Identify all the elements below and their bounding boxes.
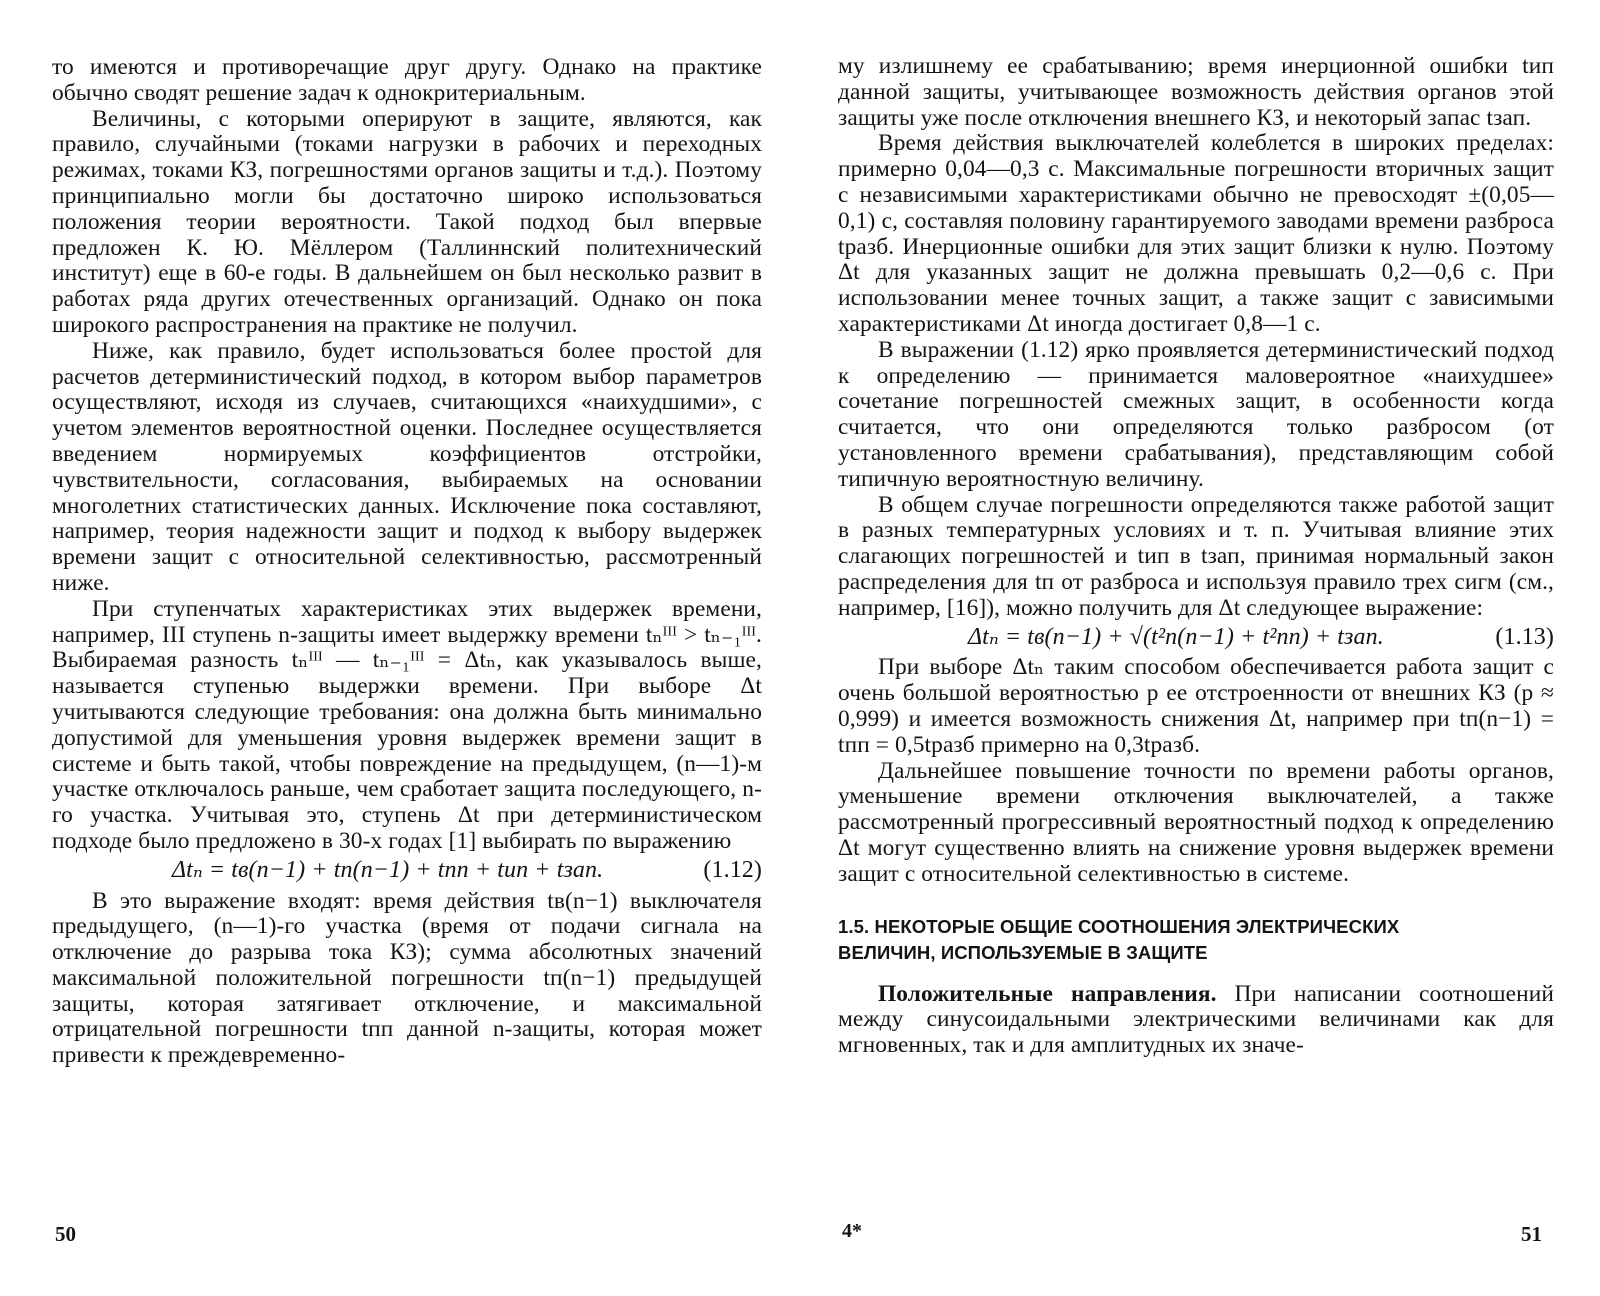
right-page [838,54,1554,1059]
page-number-left: 50 [55,1222,76,1246]
equation-1-12 [52,858,762,884]
paragraph: При выборе Δtₙ таким способом обеспечивается работа защит с очень большой вероятностью p ее отстроенности от внешних КЗ (p ≈ 0,999) и имеется возможность снижения Δt, например при tп(n−1) = tпп = 0,5tразб примерно на 0,3tразб. [838,654,1554,758]
lead-text: При написании соотношений между синусоидальными электрическими величинами как для мгновенных, так и для амплитудных их значе- [838,980,1554,1059]
equation-body: Δtₙ = tв(n−1) + tп(n−1) + tпп + tип + tзап. [172,856,604,883]
signature-mark: 4* [842,1220,862,1242]
equation-1-13 [838,625,1554,651]
equation-number: (1.13) [1495,623,1554,650]
section-heading: 1.5. НЕКОТОРЫЕ ОБЩИЕ СООТНОШЕНИЯ ЭЛЕКТРИЧЕСКИХ ВЕЛИЧИН, ИСПОЛЬЗУЕМЫЕ В ЗАЩИТЕ [838,915,1400,963]
lead-term: Положительные направления. [878,980,1217,1007]
left-page [52,55,762,1069]
paragraph: При ступенчатых характеристиках этих выдержек времени, например, III ступень n-защиты имеет выдержку времени tₙᴵᴵᴵ > tₙ₋₁ᴵᴵᴵ. Выбираемая разность tₙᴵᴵᴵ — tₙ₋₁ᴵᴵᴵ = Δtₙ, как указывалось выше, называется ступенью выдержки времени. При выборе Δt учитываются следующие требования: она должна быть минимально допустимой для уменьшения уровня выдержек времени защит в системе и быть такой, чтобы повреждение на предыдущем, (n—1)-м участке отключалось раньше, чем сработает защита последующего, n-го участка. Учитывая это, ступень Δt при детерминистическом подходе было предложено в 30-х годах [1] выбирать по выражению [52,595,762,854]
page-number-right: 51 [1521,1222,1542,1246]
paragraph: В это выражение входят: время действия tв(n−1) выключателя предыдущего, (n—1)-го участка (время от подачи сигнала на отключение до разрыва тока КЗ); сумма абсолютных значений максимальной положительной погрешности tп(n−1) предыдущей защиты, которая затягивает отключение, и максимальной отрицательной погрешности tпп данной n-защиты, которая может привести к преждевременно- [52,887,762,1069]
equation-number: (1.12) [703,856,762,883]
equation-body: Δtₙ = tв(n−1) + √(t²п(n−1) + t²пп) + tзап. [968,623,1384,650]
paragraph: Дальнейшее повышение точности по времени работы органов, уменьшение времени отключения выключателей, а также рассмотренный прогрессивный вероятностный подход к определению Δt могут существенно влиять на снижение уровня выдержек времени защит с относительной селективностью в системе. [838,757,1554,887]
paragraph: В выражении (1.12) ярко проявляется детерминистический подход к определению — принимается маловероятное «наихудшее» сочетание погрешностей смежных защит, в особенности когда считается, что они определяются только разбросом (от установленного времени срабатывания), представляющим собой типичную вероятностную величину. [838,336,1554,492]
paragraph: В общем случае погрешности определяются также работой защит в разных температурных условиях и т. п. Учитывая влияние этих слагающих погрешностей и tип в tзап, принимая нормальный закон распределения для tп от разброса и используя правило трех сигм (см., например, [16]), можно получить для Δt следующее выражение: [838,491,1554,621]
paragraph [838,982,1554,1059]
paragraph: Время действия выключателей колеблется в широких пределах: примерно 0,04—0,3 с. Максимальные погрешности вторичных защит с независимыми характеристиками обычно не превосходят ±(0,05—0,1) с, составляя половину гарантируемого заводами времени разброса tразб. Инерционные ошибки для этих защит близки к нулю. Поэтому Δt для указанных защит не должна превышать 0,2—0,6 с. При использовании менее точных защит, а также защит с зависимыми характеристиками Δt иногда достигает 0,8—1 с. [838,130,1554,337]
paragraph: то имеются и противоречащие друг другу. Однако на практике обычно сводят решение задач к однокритериальным. [52,54,762,106]
paragraph: Величины, с которыми оперируют в защите, являются, как правило, случайными (токами нагрузки в рабочих и переходных режимах, токами КЗ, погрешностями органов защиты и т.д.). Поэтому принципиально могли бы достаточно широко использоваться положения теории вероятности. Такой подход был впервые предложен К. Ю. Мёллером (Таллиннский политехнический институт) еще в 60-е годы. В дальнейшем он был несколько развит в работах ряда других отечественных организаций. Однако он пока широкого распространения на практике не получил. [52,105,762,338]
paragraph: му излишнему ее срабатыванию; время инерционной ошибки tип данной защиты, учитывающее возможность действия органов этой защиты уже после отключения внешнего КЗ, и некоторый запас tзап. [838,53,1554,131]
paragraph: Ниже, как правило, будет использоваться более простой для расчетов детерминистический подход, в котором выбор параметров осуществляют, исходя из случаев, считающихся «наихудшими», с учетом элементов вероятностной оценки. Последнее осуществляется введением нормируемых коэффициентов отстройки, чувствительности, согласования, выбираемых на основании многолетних статистических данных. Исключение пока составляют, например, теория надежности защит и подход к выбору выдержек времени защит с относительной селективностью, рассмотренный ниже. [52,337,762,596]
